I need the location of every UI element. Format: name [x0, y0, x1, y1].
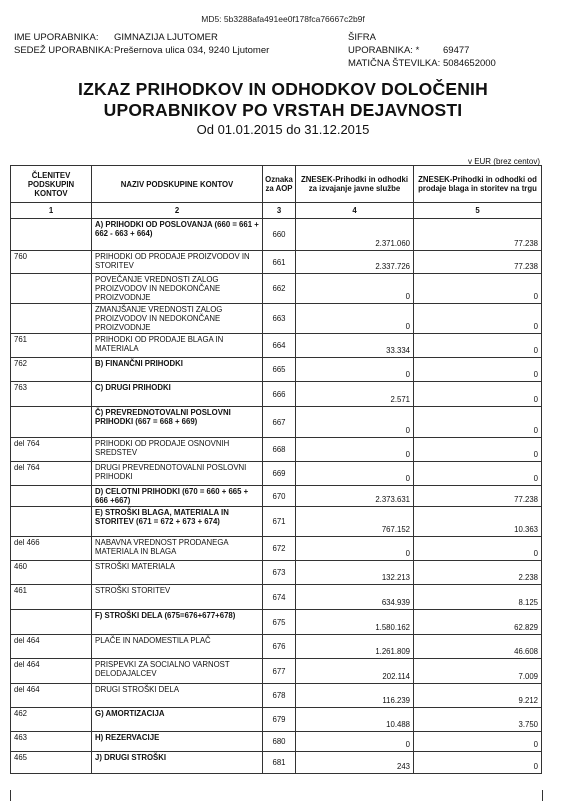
- currency-unit: v EUR (brez centov): [467, 157, 540, 166]
- maticna-label: MATIČNA ŠTEVILKA:: [348, 58, 441, 69]
- row-aop: 660: [263, 219, 296, 251]
- row-aop: 677: [263, 659, 296, 684]
- row-konto: [11, 507, 92, 537]
- table-row: [11, 708, 542, 732]
- row-name: H) REZERVACIJE: [92, 732, 263, 752]
- ime-label: IME UPORABNIKA:: [14, 32, 99, 43]
- row-amount-javna-sluzba: 116.239: [296, 684, 414, 708]
- table-row: [11, 486, 542, 507]
- table-row: [11, 610, 542, 635]
- row-konto: del 464: [11, 635, 92, 659]
- row-aop: 668: [263, 438, 296, 462]
- table-row: [11, 219, 542, 251]
- title-line-1: IZKAZ PRIHODKOV IN ODHODKOV DOLOČENIH: [78, 79, 488, 99]
- table-row: [11, 659, 542, 684]
- table-row: [11, 407, 542, 438]
- row-konto: 465: [11, 752, 92, 774]
- row-amount-trg: 0: [414, 407, 542, 438]
- row-konto: del 464: [11, 684, 92, 708]
- row-konto: [11, 407, 92, 438]
- row-amount-trg: 77.238: [414, 486, 542, 507]
- row-aop: 671: [263, 507, 296, 537]
- row-name: PRIHODKI OD PRODAJE PROIZVODOV IN STORITEV: [92, 251, 263, 274]
- row-amount-trg: 0: [414, 438, 542, 462]
- sedez-label: SEDEŽ UPORABNIKA:: [14, 45, 114, 56]
- row-konto: 762: [11, 358, 92, 382]
- table-row: [11, 752, 542, 774]
- row-amount-javna-sluzba: 10.488: [296, 708, 414, 732]
- row-konto: 460: [11, 561, 92, 585]
- row-name: ZMANJŠANJE VREDNOSTI ZALOG PROIZVODOV IN NEDOKONČANE PROIZVODNJE: [92, 304, 263, 334]
- col-header-clenitev: ČLENITEV PODSKUPIN KONTOV: [11, 166, 92, 203]
- row-konto: 760: [11, 251, 92, 274]
- row-amount-trg: 2.238: [414, 561, 542, 585]
- row-amount-trg: 0: [414, 732, 542, 752]
- row-aop: 667: [263, 407, 296, 438]
- row-amount-javna-sluzba: 0: [296, 537, 414, 561]
- table-row: [11, 507, 542, 537]
- row-konto: del 764: [11, 462, 92, 486]
- table-continuation: [10, 790, 543, 801]
- row-amount-javna-sluzba: 0: [296, 438, 414, 462]
- row-amount-javna-sluzba: 2.371.060: [296, 219, 414, 251]
- row-amount-trg: 3.750: [414, 708, 542, 732]
- row-aop: 678: [263, 684, 296, 708]
- row-amount-javna-sluzba: 0: [296, 274, 414, 304]
- row-name: E) STROŠKI BLAGA, MATERIALA IN STORITEV (671 = 672 + 673 + 674): [92, 507, 263, 537]
- row-name: STROŠKI STORITEV: [92, 585, 263, 610]
- row-amount-trg: 10.363: [414, 507, 542, 537]
- row-konto: [11, 304, 92, 334]
- row-amount-javna-sluzba: 0: [296, 407, 414, 438]
- row-aop: 669: [263, 462, 296, 486]
- row-amount-trg: 0: [414, 462, 542, 486]
- row-amount-javna-sluzba: 767.152: [296, 507, 414, 537]
- table-row: [11, 251, 542, 274]
- row-amount-trg: 0: [414, 334, 542, 358]
- row-aop: 681: [263, 752, 296, 774]
- row-amount-javna-sluzba: 2.571: [296, 382, 414, 407]
- row-amount-trg: 0: [414, 274, 542, 304]
- row-amount-javna-sluzba: 0: [296, 304, 414, 334]
- row-aop: 676: [263, 635, 296, 659]
- row-amount-javna-sluzba: 1.261.809: [296, 635, 414, 659]
- title-line-2: UPORABNIKOV PO VRSTAH DEJAVNOSTI: [103, 100, 463, 120]
- row-name: DRUGI PREVREDNOTOVALNI POSLOVNI PRIHODKI: [92, 462, 263, 486]
- md5-hash: MD5: 5b3288afa491ee0f178fca76667c2b9f: [201, 14, 365, 24]
- table-row: [11, 274, 542, 304]
- table-row: [11, 358, 542, 382]
- user-info-right: [348, 31, 496, 70]
- row-konto: [11, 486, 92, 507]
- row-amount-trg: 0: [414, 304, 542, 334]
- table-row: [11, 561, 542, 585]
- row-amount-trg: 77.238: [414, 251, 542, 274]
- row-amount-javna-sluzba: 0: [296, 462, 414, 486]
- row-konto: 461: [11, 585, 92, 610]
- row-aop: 673: [263, 561, 296, 585]
- row-amount-javna-sluzba: 634.939: [296, 585, 414, 610]
- row-amount-javna-sluzba: 2.337.726: [296, 251, 414, 274]
- row-aop: 662: [263, 274, 296, 304]
- table-header-row: [11, 166, 542, 203]
- sifra-value: 69477: [443, 45, 470, 56]
- row-amount-javna-sluzba: 132.213: [296, 561, 414, 585]
- col-header-naziv: NAZIV PODSKUPINE KONTOV: [92, 166, 263, 203]
- row-konto: del 764: [11, 438, 92, 462]
- table-row: [11, 585, 542, 610]
- row-aop: 664: [263, 334, 296, 358]
- row-aop: 674: [263, 585, 296, 610]
- row-amount-trg: 8.125: [414, 585, 542, 610]
- row-amount-javna-sluzba: 1.580.162: [296, 610, 414, 635]
- row-konto: del 464: [11, 659, 92, 684]
- income-statement-table: [10, 165, 542, 774]
- row-name: DRUGI STROŠKI DELA: [92, 684, 263, 708]
- table-row: [11, 334, 542, 358]
- row-konto: [11, 219, 92, 251]
- row-konto: 462: [11, 708, 92, 732]
- row-amount-trg: 0: [414, 752, 542, 774]
- user-info-left: [14, 31, 269, 57]
- table-row: [11, 537, 542, 561]
- table-row: [11, 635, 542, 659]
- row-name: J) DRUGI STROŠKI: [92, 752, 263, 774]
- row-konto: [11, 274, 92, 304]
- col-header-trg: ZNESEK-Prihodki in odhodki od prodaje blaga in storitev na trgu: [414, 166, 542, 203]
- row-konto: [11, 610, 92, 635]
- row-name: B) FINANČNI PRIHODKI: [92, 358, 263, 382]
- row-konto: del 466: [11, 537, 92, 561]
- ime-value: GIMNAZIJA LJUTOMER: [114, 32, 218, 43]
- table-row: [11, 462, 542, 486]
- row-amount-trg: 62.829: [414, 610, 542, 635]
- col-index: 4: [296, 203, 414, 219]
- row-aop: 670: [263, 486, 296, 507]
- maticna-value: 5084652000: [443, 58, 496, 69]
- table-row: [11, 382, 542, 407]
- row-name: F) STROŠKI DELA (675=676+677+678): [92, 610, 263, 635]
- col-header-javna-sluzba: ZNESEK-Prihodki in odhodki za izvajanje javne službe: [296, 166, 414, 203]
- row-aop: 663: [263, 304, 296, 334]
- table-row: [11, 732, 542, 752]
- row-name: A) PRIHODKI OD POSLOVANJA (660 = 661 + 662 - 663 + 664): [92, 219, 263, 251]
- row-amount-javna-sluzba: 202.114: [296, 659, 414, 684]
- col-index: 3: [263, 203, 296, 219]
- row-aop: 675: [263, 610, 296, 635]
- table-row: [11, 684, 542, 708]
- col-index: 1: [11, 203, 92, 219]
- row-name: PRIHODKI OD PRODAJE OSNOVNIH SREDSTEV: [92, 438, 263, 462]
- sifra-label: ŠIFRA UPORABNIKA: *: [348, 32, 420, 56]
- row-name: PRISPEVKI ZA SOCIALNO VARNOST DELODAJALCEV: [92, 659, 263, 684]
- row-amount-trg: 7.009: [414, 659, 542, 684]
- row-aop: 666: [263, 382, 296, 407]
- row-amount-trg: 0: [414, 537, 542, 561]
- row-name: G) AMORTIZACIJA: [92, 708, 263, 732]
- period: Od 01.01.2015 do 31.12.2015: [196, 122, 370, 137]
- row-amount-javna-sluzba: 0: [296, 732, 414, 752]
- row-amount-javna-sluzba: 0: [296, 358, 414, 382]
- row-name: D) CELOTNI PRIHODKI (670 = 660 + 665 + 666 +667): [92, 486, 263, 507]
- row-amount-trg: 0: [414, 382, 542, 407]
- table-row: [11, 304, 542, 334]
- row-name: NABAVNA VREDNOST PRODANEGA MATERIALA IN BLAGA: [92, 537, 263, 561]
- column-index-row: [11, 203, 542, 219]
- row-aop: 672: [263, 537, 296, 561]
- row-aop: 661: [263, 251, 296, 274]
- row-aop: 680: [263, 732, 296, 752]
- row-amount-javna-sluzba: 243: [296, 752, 414, 774]
- document-title: [0, 79, 566, 121]
- row-amount-trg: 46.608: [414, 635, 542, 659]
- row-name: PRIHODKI OD PRODAJE BLAGA IN MATERIALA: [92, 334, 263, 358]
- row-amount-javna-sluzba: 33.334: [296, 334, 414, 358]
- table-row: [11, 438, 542, 462]
- row-amount-trg: 77.238: [414, 219, 542, 251]
- row-name: STROŠKI MATERIALA: [92, 561, 263, 585]
- row-name: PLAČE IN NADOMESTILA PLAČ: [92, 635, 263, 659]
- row-konto: 463: [11, 732, 92, 752]
- row-amount-javna-sluzba: 2.373.631: [296, 486, 414, 507]
- row-name: POVEČANJE VREDNOSTI ZALOG PROIZVODOV IN NEDOKONČANE PROIZVODNJE: [92, 274, 263, 304]
- row-name: C) DRUGI PRIHODKI: [92, 382, 263, 407]
- row-konto: 763: [11, 382, 92, 407]
- row-amount-trg: 0: [414, 358, 542, 382]
- sedez-value: Prešernova ulica 034, 9240 Ljutomer: [114, 45, 270, 56]
- row-aop: 679: [263, 708, 296, 732]
- col-index: 2: [92, 203, 263, 219]
- col-index: 5: [414, 203, 542, 219]
- row-konto: 761: [11, 334, 92, 358]
- col-header-aop: Oznaka za AOP: [263, 166, 296, 203]
- row-aop: 665: [263, 358, 296, 382]
- row-amount-trg: 9.212: [414, 684, 542, 708]
- row-name: Č) PREVREDNOTOVALNI POSLOVNI PRIHODKI (667 = 668 + 669): [92, 407, 263, 438]
